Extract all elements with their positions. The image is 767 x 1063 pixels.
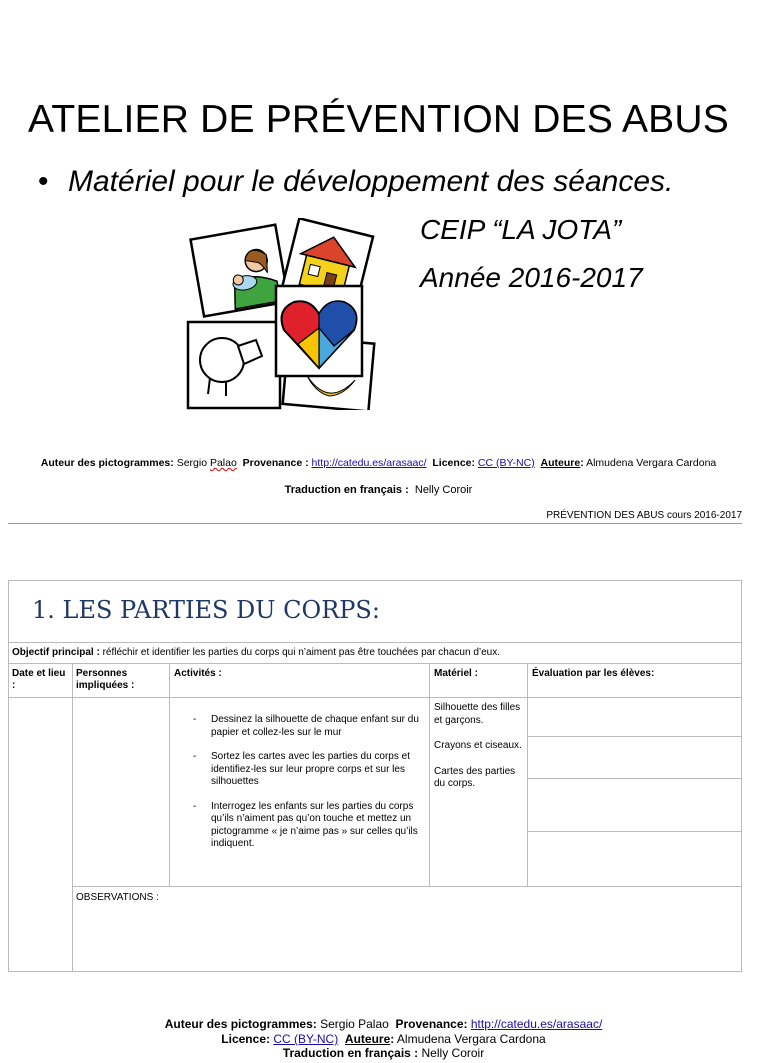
school-name: CEIP “LA JOTA”	[420, 214, 622, 245]
col-header-evaluation: Évaluation par les élèves:	[532, 668, 655, 679]
objective-text: réfléchir et identifier les parties du corps qui n’aiment pas être touchées par chacun d’eux.	[102, 647, 501, 658]
translation-label: Traduction en français :	[284, 484, 409, 496]
credits-line	[0, 457, 757, 469]
footer-line-1: Auteur des pictogrammes: Sergio Palao Provenance: http://catedu.es/arasaac/	[164, 1017, 603, 1031]
list-item: - Sortez les cartes avec les parties du corps et identifiez-les sur leur propre corps et sur les silhouettes	[193, 751, 410, 787]
school-year: Année 2016-2017	[420, 262, 643, 293]
license-link[interactable]: CC (BY-NC)	[477, 457, 535, 469]
materials-list	[434, 702, 526, 804]
objective-label: Objectif principal :	[12, 647, 100, 658]
table-rule	[527, 778, 742, 779]
head-card	[188, 322, 280, 408]
table-rule	[429, 663, 430, 886]
pictogram-collage-image	[186, 218, 376, 410]
table-rule	[8, 663, 742, 664]
table-rule	[527, 831, 742, 832]
table-rule	[527, 736, 742, 737]
list-item: Silhouette des filles et garçons.	[434, 702, 521, 726]
table-rule	[8, 642, 742, 643]
auteure-label: Auteure	[540, 457, 581, 469]
col-header-date: Date et lieu :	[12, 668, 66, 691]
heart-card	[276, 286, 362, 376]
table-rule	[72, 663, 73, 972]
auteure-name: Almudena Vergara Cardona	[586, 457, 717, 469]
running-header: PRÉVENTION DES ABUS cours 2016-2017	[546, 510, 742, 521]
translation-line	[0, 484, 757, 496]
author-last: Palao	[209, 457, 237, 469]
list-item: Crayons et ciseaux.	[434, 740, 522, 751]
col-header-material: Matériel :	[434, 668, 478, 679]
footer-arasaac-link[interactable]: http://catedu.es/arasaac/	[470, 1017, 603, 1031]
activities-list	[193, 714, 425, 863]
author-label: Auteur des pictogrammes:	[40, 457, 174, 469]
footer-license-link[interactable]: CC (BY-NC)	[273, 1032, 339, 1046]
arasaac-link[interactable]: http://catedu.es/arasaac/	[311, 457, 427, 469]
mother-baby-card	[191, 225, 289, 317]
list-item: Cartes des parties du corps.	[434, 765, 516, 789]
page-divider	[8, 523, 742, 524]
objective-row	[12, 647, 738, 659]
footer-line-2: Licence: CC (BY-NC) Auteure: Almudena Vergara Cardona	[221, 1032, 546, 1046]
auteure-sep: :	[580, 457, 584, 469]
section-title: 1. LES PARTIES DU CORPS:	[32, 596, 380, 624]
col-header-people: Personnes impliquées :	[76, 668, 135, 691]
table-rule	[527, 663, 528, 886]
author-first: Sergio	[176, 457, 208, 469]
table-rule	[169, 663, 170, 886]
document-title: ATELIER DE PRÉVENTION DES ABUS	[28, 98, 729, 141]
subtitle-line	[38, 165, 673, 199]
footer-line-3: Traduction en français : Nelly Coroir	[282, 1046, 485, 1060]
subtitle: Matériel pour le développement des séances.	[68, 165, 674, 198]
observations-label: OBSERVATIONS :	[76, 892, 159, 903]
list-item: - Interrogez les enfants sur les parties du corps qu’ils n’aiment pas qu’on touche et mettez un pictogramme « je n’aime pas » sur celles qu’ils indiquent.	[193, 800, 418, 849]
col-header-activities: Activités :	[174, 668, 222, 679]
origin-label: Provenance :	[242, 457, 309, 469]
license-label: Licence:	[432, 457, 475, 469]
table-rule	[72, 886, 742, 887]
table-rule	[8, 697, 742, 698]
bullet: •	[38, 165, 49, 198]
list-item: - Dessinez la silhouette de chaque enfant sur du papier et collez-les sur le mur	[193, 714, 419, 738]
translator-name: Nelly Coroir	[414, 484, 473, 496]
